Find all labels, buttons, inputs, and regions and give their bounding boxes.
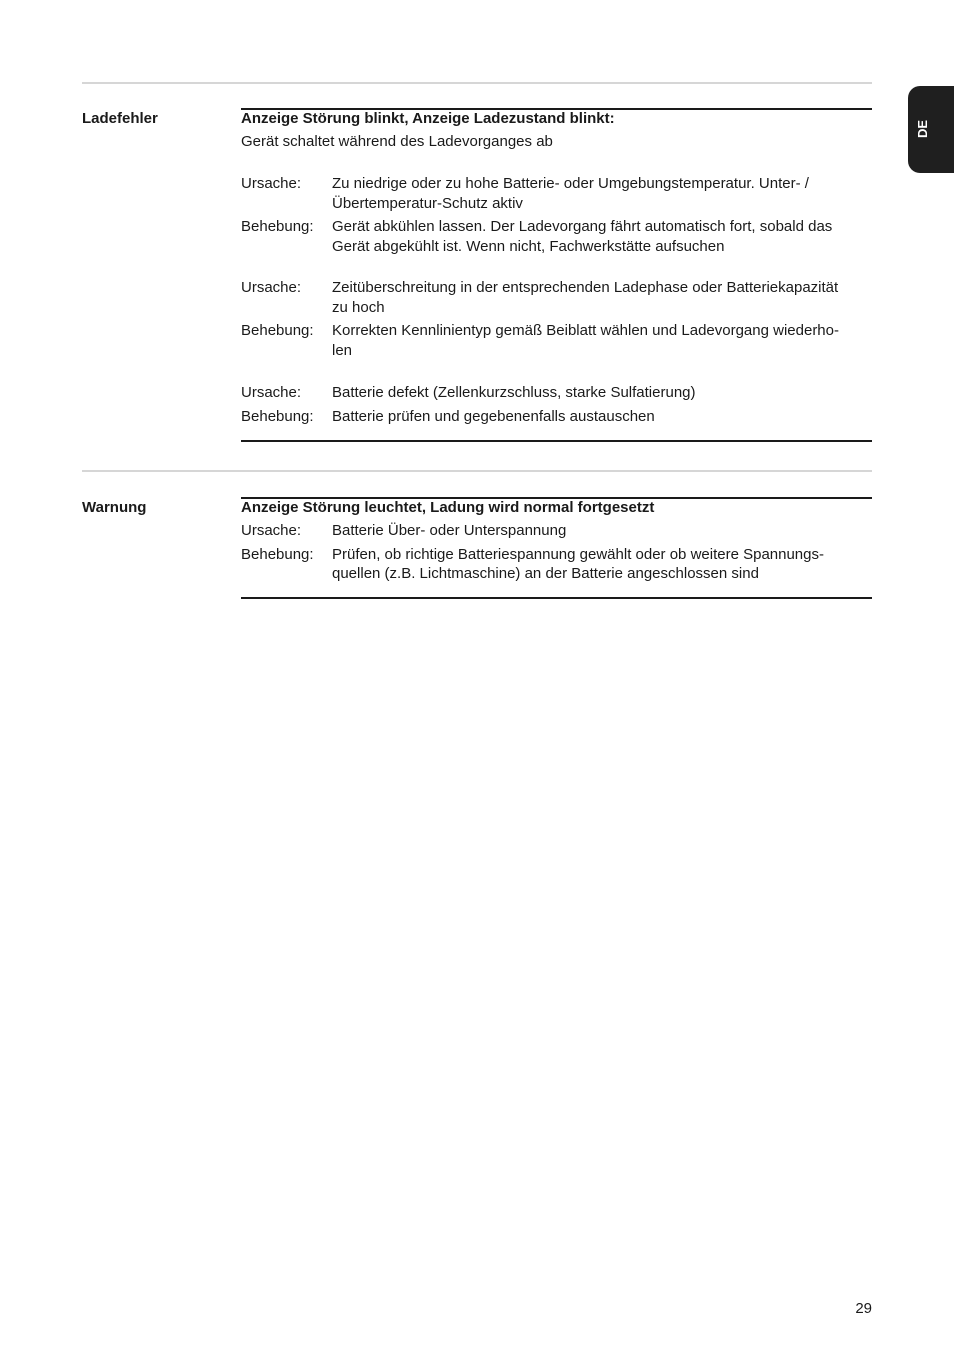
section-divider — [82, 470, 872, 472]
cause-label: Ursache: — [241, 175, 302, 192]
remedy-text: Korrekten Kennlinientyp gemäß Beiblatt wählen und Ladevorgang wiederho- — [332, 322, 839, 339]
remedy-label: Behebung: — [241, 546, 314, 563]
remedy-text: quellen (z.B. Lichtmaschine) an der Batterie angeschlossen sind — [332, 565, 759, 582]
cause-text: zu hoch — [332, 299, 385, 316]
section-heading: Anzeige Störung blinkt, Anzeige Ladezustand blinkt: — [241, 110, 615, 127]
cause-text: Zu niedrige oder zu hohe Batterie- oder Umgebungstemperatur. Unter- / — [332, 175, 809, 192]
section-label-warnung: Warnung — [82, 499, 147, 516]
cause-label: Ursache: — [241, 522, 302, 539]
remedy-text: Gerät abgekühlt ist. Wenn nicht, Fachwerkstätte aufsuchen — [332, 238, 725, 255]
language-tab-label: DE — [915, 119, 930, 139]
table-bottom-rule — [241, 597, 872, 599]
cause-text: Batterie Über- oder Unterspannung — [332, 522, 567, 539]
cause-text: Zeitüberschreitung in der entsprechenden Ladephase oder Batteriekapazität — [332, 279, 839, 296]
cause-text: Batterie defekt (Zellenkurzschluss, starke Sulfatierung) — [332, 384, 696, 401]
section-heading: Anzeige Störung leuchtet, Ladung wird normal fortgesetzt — [241, 499, 655, 516]
remedy-text: Prüfen, ob richtige Batteriespannung gewählt oder ob weitere Spannungs- — [332, 546, 824, 563]
remedy-text: Batterie prüfen und gegebenenfalls austauschen — [332, 408, 655, 425]
cause-label: Ursache: — [241, 279, 302, 296]
cause-label: Ursache: — [241, 384, 302, 401]
remedy-label: Behebung: — [241, 322, 314, 339]
section-label-ladefehler: Ladefehler — [82, 110, 158, 127]
remedy-text: Gerät abkühlen lassen. Der Ladevorgang fährt automatisch fort, sobald das — [332, 218, 833, 235]
section-divider — [82, 82, 872, 84]
remedy-label: Behebung: — [241, 218, 314, 235]
section-subtext: Gerät schaltet während des Ladevorganges ab — [241, 133, 553, 150]
cause-text: Übertemperatur-Schutz aktiv — [332, 195, 523, 212]
remedy-label: Behebung: — [241, 408, 314, 425]
table-bottom-rule — [241, 440, 872, 442]
remedy-text: len — [332, 342, 353, 359]
page-number: 29 — [855, 1300, 872, 1317]
